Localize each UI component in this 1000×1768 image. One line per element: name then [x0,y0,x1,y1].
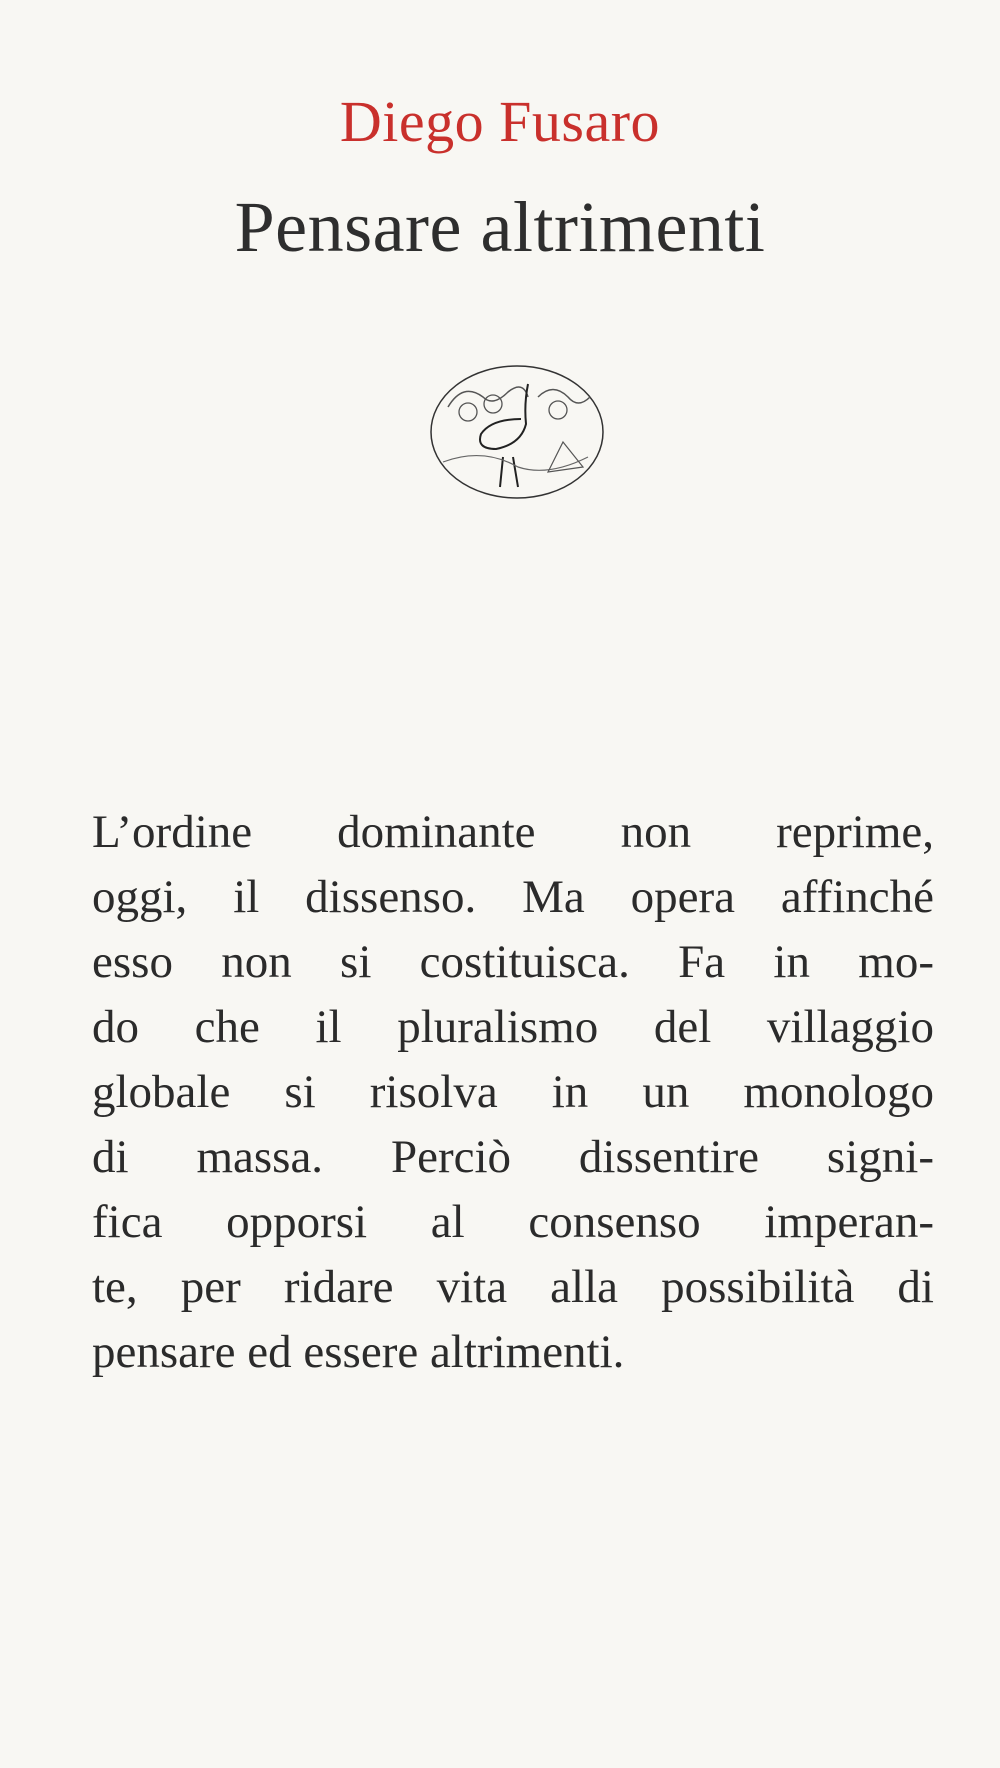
blurb-line: globale si risolva in un monologo [92,1066,934,1118]
ostrich-emblem-icon [428,362,606,502]
blurb-line: oggi, il dissenso. Ma opera affinché [92,871,934,923]
author-name: Diego Fusaro [339,89,661,154]
book-title: Pensare altrimenti [234,187,766,267]
blurb-line: do che il pluralismo del villaggio [92,1001,934,1053]
blurb-line: te, per ridare vita alla possibilità di [92,1261,934,1313]
blurb-text [92,800,934,1385]
blurb-line: di massa. Perciò dissentire signi- [92,1131,934,1183]
blurb-line: fica opporsi al consenso imperan- [92,1196,934,1248]
blurb-line: L’ordine dominante non reprime, [92,806,934,858]
blurb-line: esso non si costituisca. Fa in mo- [92,936,934,988]
blurb-line: pensare ed essere altrimenti. [92,1326,625,1378]
